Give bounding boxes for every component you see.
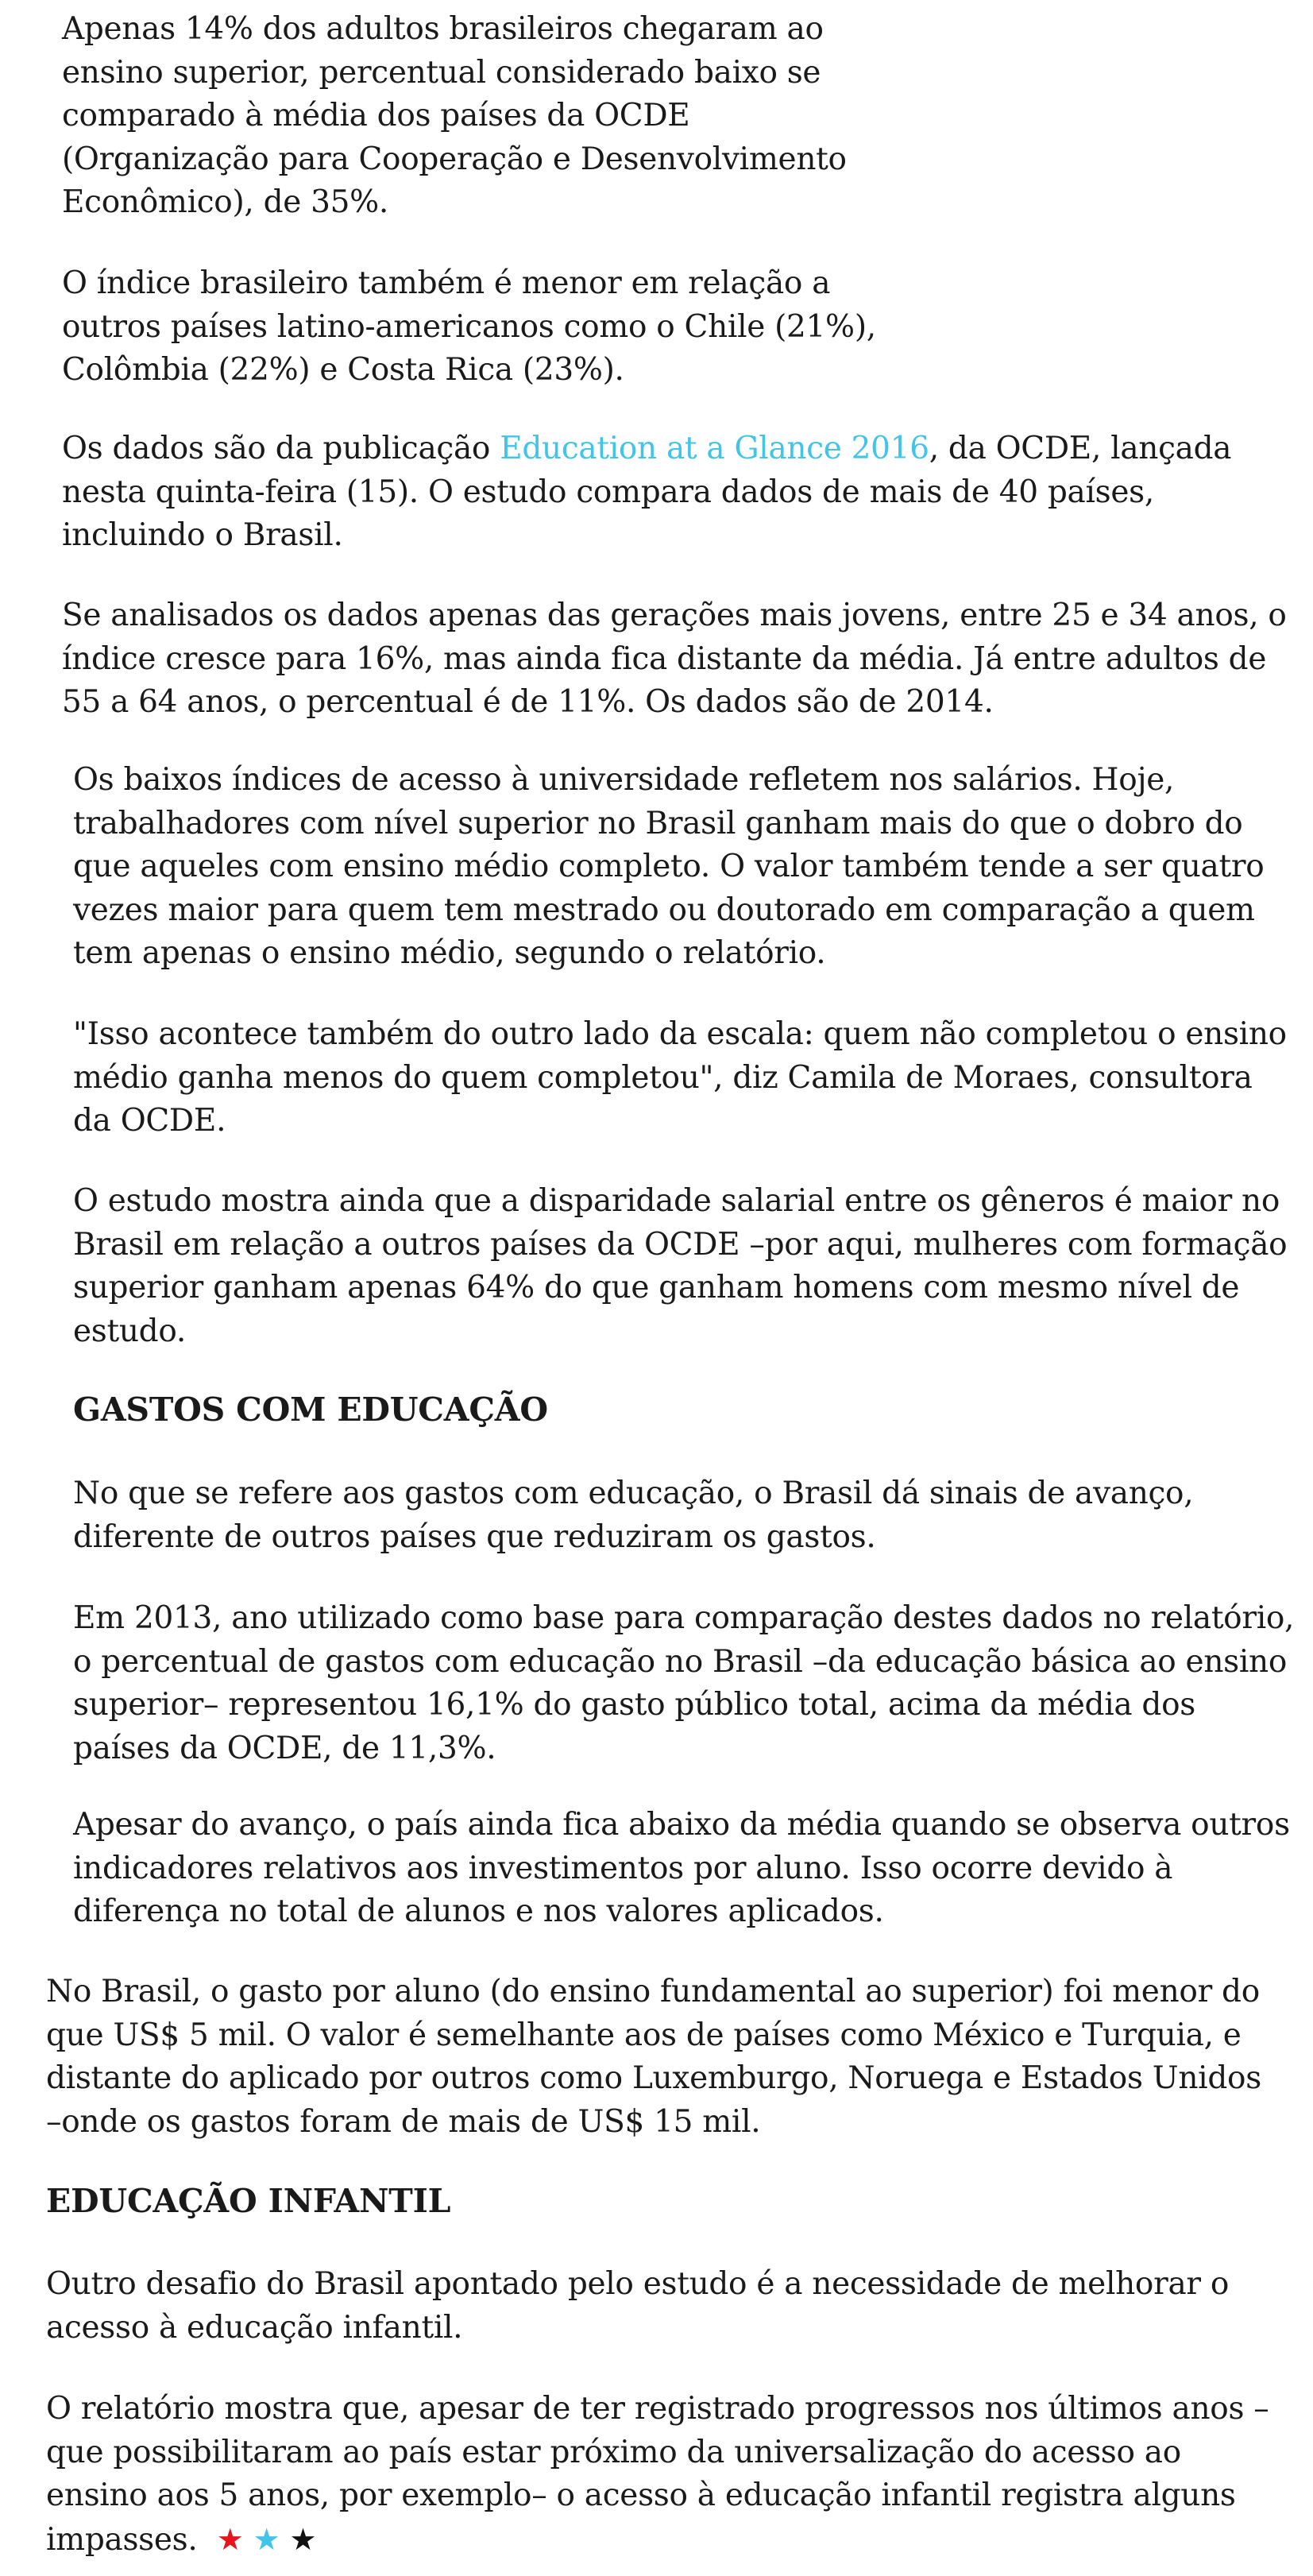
black-star-icon: ★ — [289, 2521, 317, 2557]
paragraph-13 — [46, 2388, 1285, 2562]
education-at-a-glance-link[interactable]: Education at a Glance 2016 — [500, 431, 929, 466]
red-star-icon: ★ — [216, 2521, 244, 2557]
paragraph-9: Em 2013, ano utilizado como base para comparação destes dados no relatório, o percentual de gastos com educação no Brasil –da educação básica ao ensino superior– representou 16,1% do gasto público total, acima da média dos países da OCDE, de 11,3%. — [73, 1600, 1295, 1766]
section-heading-infantil: EDUCAÇÃO INFANTIL — [46, 2182, 451, 2220]
paragraph-3 — [62, 427, 1253, 558]
paragraph-13-text: O relatório mostra que, apesar de ter registrado progressos nos últimos anos –que possibilitaram ao país estar próximo da universalização do acesso ao ensino aos 5 anos, por exemplo– o acesso à educação infantil registra alguns impasses. — [46, 2391, 1269, 2558]
paragraph-2: O índice brasileiro também é menor em relação a outros países latino-americanos como o Chile (21%), Colômbia (22%) e Costa Rica (23%). — [62, 265, 876, 388]
paragraph-11: No Brasil, o gasto por aluno (do ensino fundamental ao superior) foi menor do que US$ 5 mil. O valor é semelhante aos de países como México e Turquia, e distante do aplicado por outros como Luxemburgo, Noruega e Estados Unidos –onde os gastos foram de mais de US$ 15 mil. — [46, 1974, 1261, 2140]
cyan-star-icon: ★ — [253, 2521, 280, 2557]
paragraph-7: O estudo mostra ainda que a disparidade salarial entre os gêneros é maior no Brasil em relação a outros países da OCDE –por aqui, mulheres com formação superior ganham apenas 64% do que ganham homens com mesmo nível de estudo. — [73, 1183, 1288, 1349]
paragraph-3-text-after: , da OCDE, lançada nesta quinta-feira (15). O estudo compara dados de mais de 40 países, incluindo o Brasil. — [62, 431, 1232, 553]
paragraph-12: Outro desafio do Brasil apontado pelo estudo é a necessidade de melhorar o acesso à educação infantil. — [46, 2266, 1230, 2346]
paragraph-6: "Isso acontece também do outro lado da escala: quem não completou o ensino médio ganha menos do quem completou", diz Camila de Moraes, consultora da OCDE. — [73, 1016, 1287, 1139]
paragraph-8: No que se refere aos gastos com educação, o Brasil dá sinais de avanço, diferente de outros países que reduziram os gastos. — [73, 1476, 1194, 1555]
paragraph-5: Os baixos índices de acesso à universidade refletem nos salários. Hoje, trabalhadores com nível superior no Brasil ganham mais do que o dobro do que aqueles com ensino médio completo. O valor também tende a ser quatro vezes maior para quem tem mestrado ou doutorado em comparação a quem tem apenas o ensino médio, segundo o relatório. — [73, 762, 1265, 971]
paragraph-3-text-before: Os dados são da publicação — [62, 431, 500, 466]
paragraph-1: Apenas 14% dos adultos brasileiros chegaram ao ensino superior, percentual considerado baixo se comparado à média dos países da OCDE (Organização para Cooperação e Desenvolvimento Econômico), de 35%. — [62, 11, 847, 220]
section-heading-gastos: GASTOS COM EDUCAÇÃO — [73, 1390, 548, 1429]
paragraph-10: Apesar do avanço, o país ainda fica abaixo da média quando se observa outros indicadores relativos aos investimentos por aluno. Isso ocorre devido à diferença no total de alunos e nos valores aplicados. — [73, 1807, 1290, 1929]
paragraph-4: Se analisados os dados apenas das gerações mais jovens, entre 25 e 34 anos, o índice cresce para 16%, mas ainda fica distante da média. Já entre adultos de 55 a 64 anos, o percentual é de 11%. Os dados são de 2014. — [62, 598, 1287, 720]
